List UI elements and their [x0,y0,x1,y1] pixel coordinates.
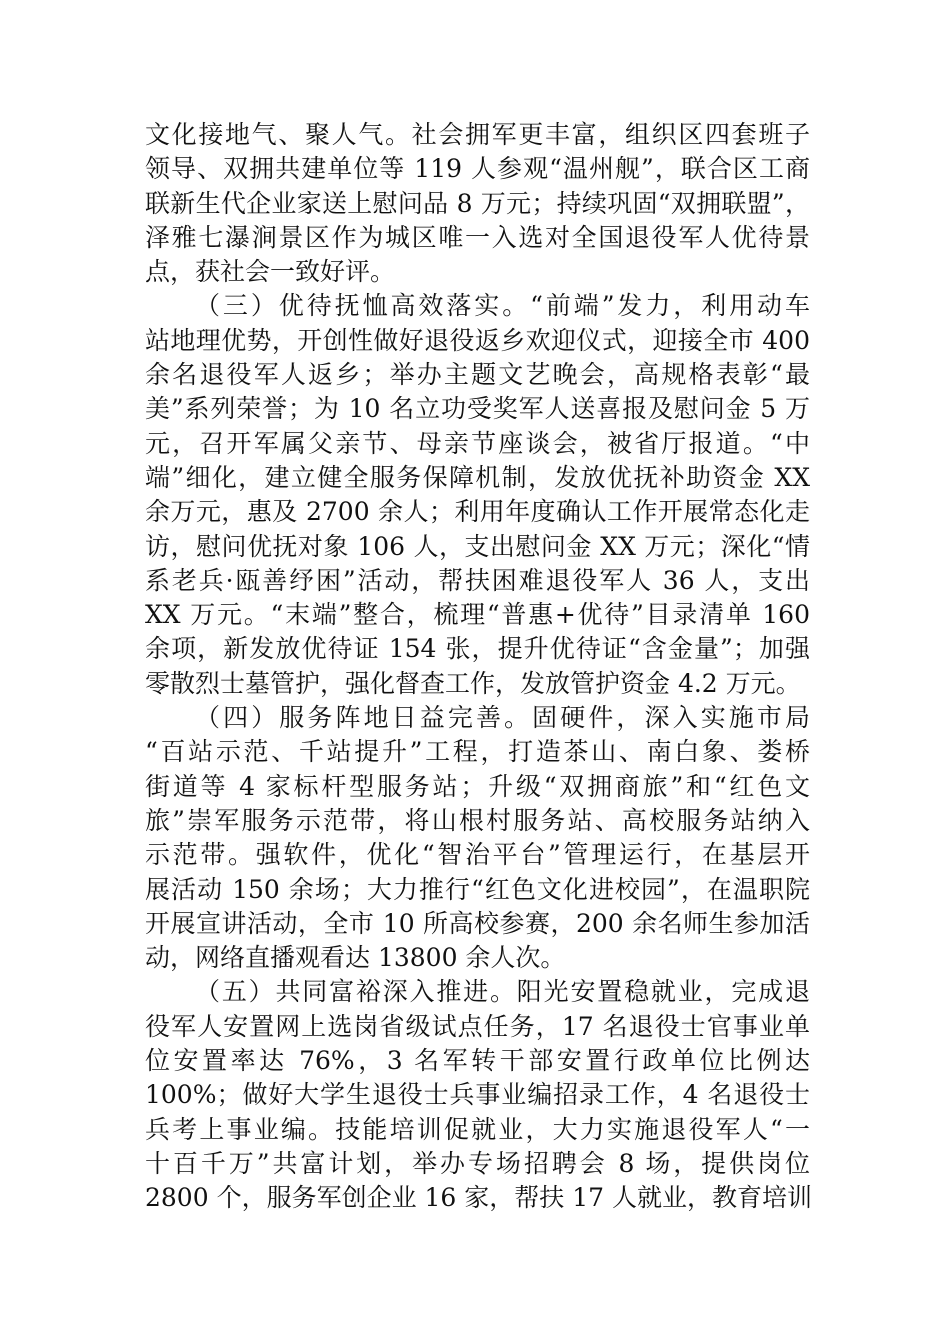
text-line: （五）共同富裕深入推进。阳光安置稳就业，完成退 [195,977,810,1007]
text-line: 役军人安置网上选岗省级试点任务，17 名退役士官事业单 [145,1011,810,1041]
text-line: 文化接地气、聚人气。社会拥军更丰富，组织区四套班子 [145,120,810,149]
text-line: “百站示范、千站提升”工程，打造茶山、南白象、娄桥 [145,737,810,767]
text-line: 零散烈士墓管护，强化督查工作，发放管护资金 4.2 万元。 [145,668,801,698]
paragraph-1 [145,118,810,289]
paragraph-3 [145,701,810,975]
text-line: 系老兵·瓯善纾困”活动，帮扶困难退役军人 36 人，支出 [145,565,810,595]
text-line: 100%；做好大学生退役士兵事业编招录工作，4 名退役士 [145,1080,810,1110]
text-line: 2800 个，服务军创企业 16 家，帮扶 17 人就业，教育培训 [145,1183,812,1213]
text-line: 访，慰问优抚对象 106 人，支出慰问金 XX 万元；深化“情 [145,531,810,561]
text-line: XX 万元。“末端”整合，梳理“普惠+优待”目录清单 160 [145,600,810,630]
text-line: 余项，新发放优待证 154 张，提升优待证“含金量”；加强 [145,634,810,664]
text-line: 余万元，惠及 2700 余人；利用年度确认工作开展常态化走 [145,497,810,527]
text-line: 开展宣讲活动，全市 10 所高校参赛，200 余名师生参加活 [145,908,810,938]
text-line: 兵考上事业编。技能培训促就业，大力实施退役军人“一 [145,1114,810,1144]
text-line: 余名退役军人返乡；举办主题文艺晚会，高规格表彰“最 [145,360,810,390]
text-line: 站地理优势，开创性做好退役返乡欢迎仪式，迎接全市 400 [145,325,810,355]
text-line: 位安置率达 76%，3 名军转干部安置行政单位比例达 [145,1046,810,1076]
text-line: 十百千万”共富计划，举办专场招聘会 8 场，提供岗位 [145,1148,810,1178]
paragraph-2 [145,289,810,701]
text-line: 美”系列荣誉；为 10 名立功受奖军人送喜报及慰问金 5 万 [145,394,810,424]
text-line: 联新生代企业家送上慰问品 8 万元；持续巩固“双拥联盟”， [145,188,810,218]
text-line: 示范带。强软件，优化“智治平台”管理运行，在基层开 [145,840,810,870]
text-line: 旅”崇军服务示范带，将山根村服务站、高校服务站纳入 [145,805,810,835]
text-line: 元，召开军属父亲节、母亲节座谈会，被省厅报道。“中 [145,428,810,458]
document-body [145,118,810,1216]
paragraph-4 [145,975,810,1215]
text-line: 泽雅七瀑涧景区作为城区唯一入选对全国退役军人优待景 [145,222,810,252]
text-line: 端”细化，建立健全服务保障机制，发放优抚补助资金 XX [145,462,810,492]
text-line: 动，网络直播观看达 13800 余人次。 [145,943,566,973]
text-line: 展活动 150 余场；大力推行“红色文化进校园”，在温职院 [145,874,810,904]
text-line: （三）优待抚恤高效落实。“前端”发力，利用动车 [195,291,810,321]
text-line: 街道等 4 家标杆型服务站；升级“双拥商旅”和“红色文 [145,771,810,801]
text-line: （四）服务阵地日益完善。固硬件，深入实施市局 [195,703,810,733]
text-line: 点，获社会一致好评。 [145,257,396,287]
text-line: 领导、双拥共建单位等 119 人参观“温州舰”，联合区工商 [145,154,810,184]
